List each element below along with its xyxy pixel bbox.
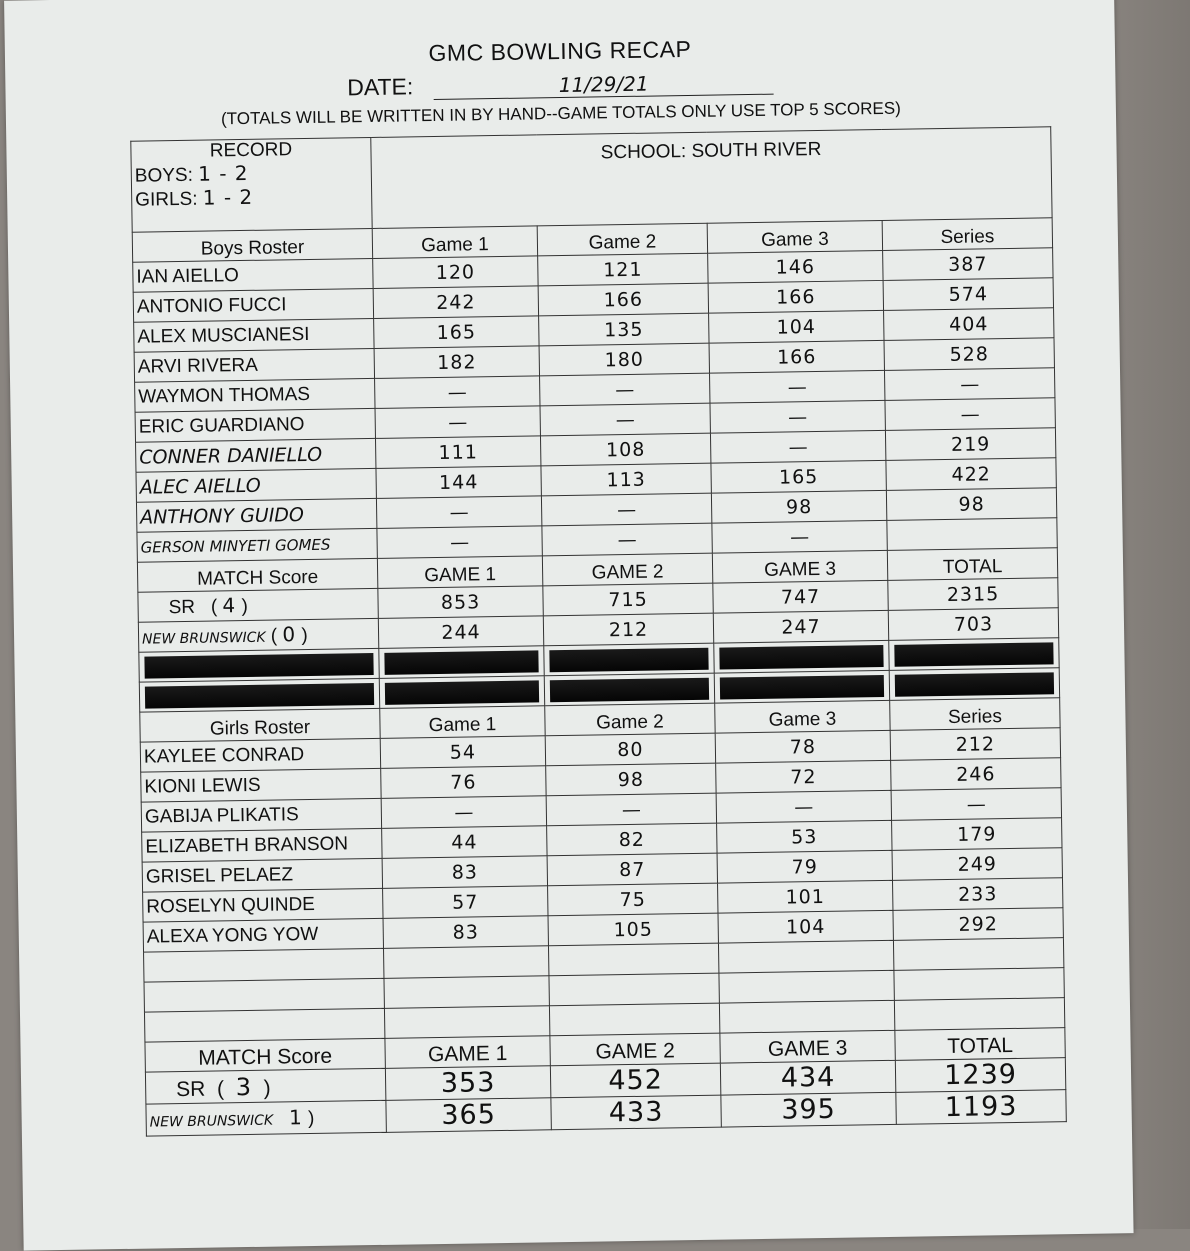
empty-cell [144,1008,384,1042]
sr-game3: 747 [713,580,888,613]
sr-points: 3 [235,1072,253,1101]
empty-cell [384,976,549,1009]
series-score: 233 [892,878,1062,911]
bowler-name: GRISEL PELAEZ [142,858,382,892]
game2-score: 75 [548,883,718,916]
match-game3-header: GAME 3 [720,1030,895,1063]
bowler-name: ARVI RIVERA [134,348,374,382]
girls-record-label: GIRLS: [135,188,198,211]
sr-game3: 434 [720,1060,895,1095]
empty-cell [894,998,1064,1031]
game1-score: 44 [382,826,547,859]
redaction-bar [894,642,1053,666]
game2-score: — [541,493,711,526]
empty-cell [384,946,549,979]
game1-score: — [375,376,540,409]
series-score: 98 [886,488,1056,521]
game1-score: — [381,796,546,829]
game2-score: — [546,793,716,826]
match-game1-header: GAME 1 [385,1036,550,1069]
game3-score: — [712,520,887,553]
game1-score: 76 [381,766,546,799]
record-title: RECORD [209,139,293,162]
bowler-name: KAYLEE CONRAD [140,738,380,772]
empty-cell [549,973,719,1006]
sheet-title: GMC BOWLING RECAP [428,35,692,67]
game3-score: — [710,370,885,403]
redacted-cell [714,670,889,703]
game1-score: 54 [380,736,545,769]
bowler-name: KIONI LEWIS [141,768,381,802]
sr-total: 1239 [895,1058,1066,1093]
series-score: 179 [892,818,1062,851]
bowler-name: ANTONIO FUCCI [133,288,373,322]
empty-cell [894,968,1064,1001]
game1-score: — [377,526,542,559]
opp-game2: 433 [551,1095,721,1130]
date-value: 11/29/21 [433,70,773,100]
sr-total: 2315 [888,578,1058,611]
empty-cell [893,938,1063,971]
game3-score: 165 [711,460,886,493]
redacted-cell [889,668,1059,701]
game1-score: 165 [374,316,539,349]
girls-record-value: 1 - 2 [202,184,254,210]
date-label: DATE: [347,73,414,101]
game3-score: — [710,400,885,433]
game1-score: 57 [383,886,548,919]
game2-score: 180 [539,343,709,376]
empty-cell [548,943,718,976]
series-score: — [885,398,1055,431]
match-game2-header: GAME 2 [550,1033,720,1066]
bowler-name: CONNER DANIELLO [136,438,376,472]
sr-team: SR ( 4 ) [138,588,378,622]
girls-game2-header: Game 2 [545,703,715,736]
series-score: 249 [892,848,1062,881]
game1-score: 83 [382,856,547,889]
game1-score: — [375,406,540,439]
sheet-header [4,0,1116,133]
sr-game2: 715 [543,583,713,616]
redacted-cell [139,678,379,712]
bowler-name: IAN AIELLO [133,258,373,292]
redaction-bar [719,644,883,669]
game2-score: — [542,523,712,556]
opp-game2: 212 [543,613,713,646]
bowler-name: ALEC AIELLO [136,468,376,502]
recap-sheet [4,0,1133,1251]
recap-table [130,126,1067,1136]
redacted-cell [544,643,714,676]
game2-score: 135 [539,313,709,346]
series-score: 574 [883,278,1053,311]
girls-game1-header: Game 1 [380,706,545,739]
bowler-name: ALEXA YONG YOW [143,918,383,952]
game3-score: — [716,790,891,823]
bowler-name: ERIC GUARDIANO [135,408,375,442]
game2-score: 98 [546,763,716,796]
game3-score: — [710,430,885,463]
empty-cell [384,1006,549,1039]
game1-score: 111 [375,436,540,469]
match-score-header: MATCH Score [145,1038,385,1072]
record-row [131,127,1052,232]
game2-score: 166 [538,283,708,316]
totals-note: (TOTALS WILL BE WRITTEN IN BY HAND--GAME TOTALS ONLY USE TOP 5 SCORES) [220,98,901,129]
opp-team: NEW BRUNSWICK 1 ) [146,1100,386,1136]
boys-record [135,160,368,188]
opp-total: 1193 [896,1090,1067,1125]
game3-score: 166 [709,340,884,373]
redacted-cell [379,646,544,679]
bowler-name: ELIZABETH BRANSON [142,828,382,862]
series-score: 292 [893,908,1063,941]
series-score: 246 [891,758,1061,791]
sr-points: 4 [222,593,237,618]
bowler-name: WAYMON THOMAS [135,378,375,412]
match-total-header: TOTAL [895,1028,1065,1061]
sr-label: SR [176,1077,206,1101]
opp-total: 703 [888,608,1058,641]
girls-record [135,184,368,212]
match-game2-header: GAME 2 [542,553,712,586]
game2-score: 108 [540,433,710,466]
series-score: — [891,788,1061,821]
series-score: 212 [890,728,1060,761]
match-total-header: TOTAL [887,548,1057,581]
girls-series-header: Series [890,698,1060,731]
game3-score: 146 [708,250,883,283]
game3-score: 72 [716,760,891,793]
game3-score: 98 [711,490,886,523]
game1-score: 242 [373,286,538,319]
game2-score: 87 [547,853,717,886]
bowler-name: GERSON MINYETI GOMES [137,528,377,562]
redaction-bar [550,677,709,701]
game2-score: 121 [538,253,708,286]
redaction-bar [895,672,1054,696]
game2-score: 80 [545,733,715,766]
opp-game1: 244 [378,616,543,649]
game2-score: 113 [541,463,711,496]
boys-game3-header: Game 3 [707,220,882,253]
series-score: — [884,368,1054,401]
match-game3-header: GAME 3 [712,550,887,583]
series-score: 387 [883,248,1053,281]
game2-score: — [540,403,710,436]
sr-game1: 353 [385,1066,550,1101]
redaction-bar [145,682,374,708]
game3-score: 104 [718,910,893,943]
game1-score: 182 [374,346,539,379]
record-box [131,137,372,232]
redaction-bar [549,647,708,671]
boys-roster-header: Boys Roster [132,228,372,262]
series-score: 404 [884,308,1054,341]
game3-score: 101 [718,880,893,913]
match-game1-header: GAME 1 [377,556,542,589]
redaction-bar [384,650,538,674]
opp-game3: 395 [721,1092,896,1127]
game1-score: 120 [373,256,538,289]
game3-score: 104 [709,310,884,343]
empty-cell [144,978,384,1012]
opp-points: 1 [288,1105,303,1130]
game1-score: 83 [383,916,548,949]
redaction-bar [720,674,884,699]
opp-game3: 247 [713,610,888,643]
redacted-cell [889,638,1059,671]
game3-score: 53 [717,820,892,853]
empty-cell [549,1003,719,1036]
empty-cell [144,948,384,982]
opp-game1: 365 [386,1098,551,1133]
sr-team: SR ( 3 ) [145,1068,385,1104]
girls-roster-header: Girls Roster [140,708,380,742]
redacted-cell [379,676,544,709]
series-score: 219 [885,428,1055,461]
boys-record-value: 1 - 2 [197,160,249,186]
redacted-cell [714,640,889,673]
bowler-name: ALEX MUSCIANESI [134,318,374,352]
school-name: SCHOOL: SOUTH RIVER [371,127,1052,229]
opp-label: NEW BRUNSWICK [141,629,266,648]
boys-series-header: Series [882,218,1052,251]
empty-cell [719,970,894,1003]
sr-game2: 452 [550,1063,720,1098]
game2-score: 105 [548,913,718,946]
boys-game1-header: Game 1 [372,226,537,259]
match-score-header: MATCH Score [137,558,377,592]
series-score [887,518,1057,551]
girls-game3-header: Game 3 [715,700,890,733]
game3-score: 166 [708,280,883,313]
game3-score: 79 [717,850,892,883]
game1-score: — [376,496,541,529]
opp-label: NEW BRUNSWICK [149,1112,274,1131]
redacted-cell [139,648,379,682]
sr-label: SR [168,596,196,619]
boys-game2-header: Game 2 [537,223,707,256]
empty-cell [718,940,893,973]
opp-points: 0 [282,622,297,647]
game2-score: 82 [547,823,717,856]
series-score: 422 [886,458,1056,491]
bowler-name: GABIJA PLIKATIS [141,798,381,832]
game3-score: 78 [715,730,890,763]
bowler-name: ROSELYN QUINDE [143,888,383,922]
empty-cell [719,1000,894,1033]
redaction-bar [144,652,373,678]
boys-record-label: BOYS: [134,164,194,187]
opp-team: NEW BRUNSWICK ( 0 ) [138,618,378,652]
redacted-cell [544,673,714,706]
sr-game1: 853 [378,586,543,619]
series-score: 528 [884,338,1054,371]
game1-score: 144 [376,466,541,499]
bowler-name: ANTHONY GUIDO [136,498,376,532]
game2-score: — [540,373,710,406]
redaction-bar [385,680,539,704]
